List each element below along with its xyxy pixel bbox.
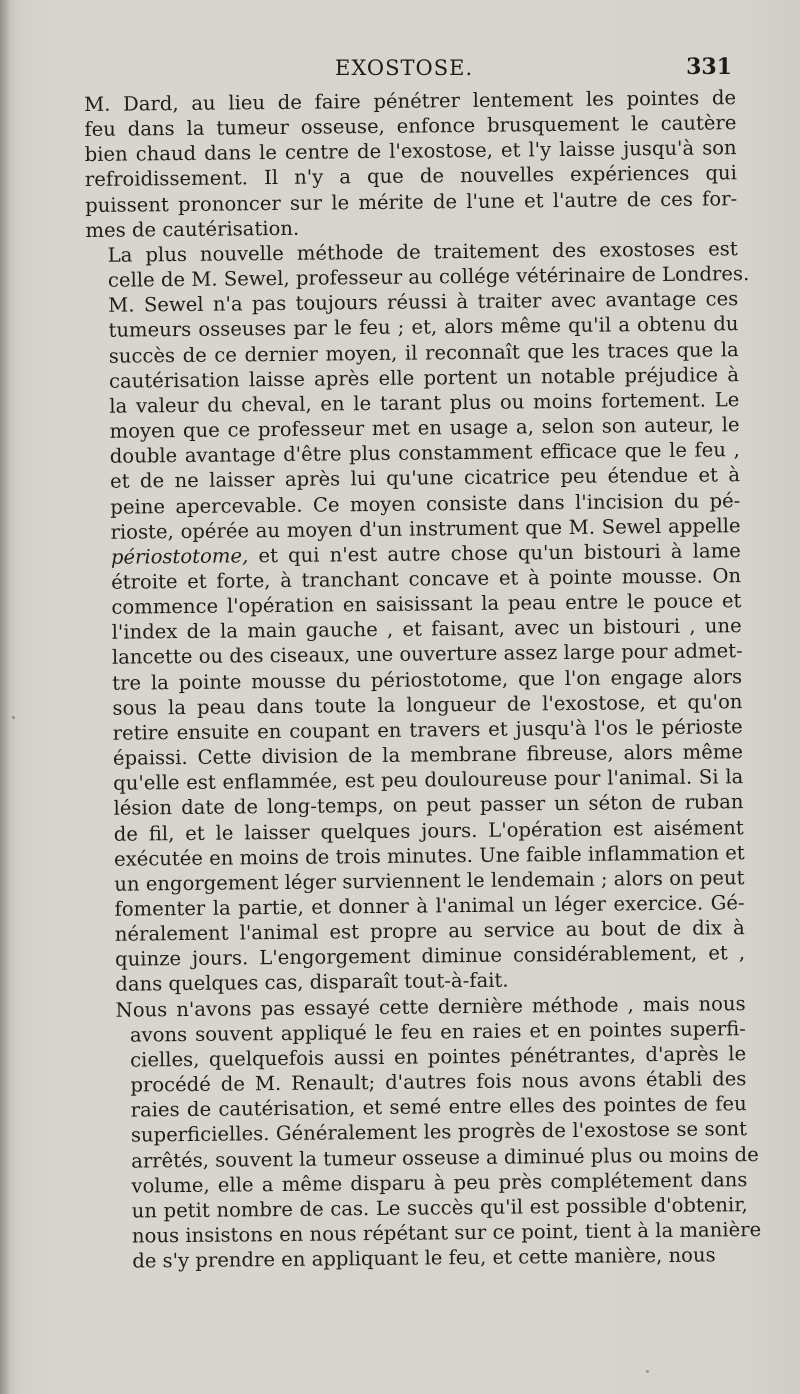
paragraph xyxy=(86,236,750,997)
text-line: superficielles. Généralement les progrès de l'exostose se sont xyxy=(130,1117,748,1147)
text-line: M. Dard, au lieu de faire pénétrer lentement les pointes de xyxy=(84,86,737,116)
text-line: épaissi. Cette division de la membrane fibreuse, alors même xyxy=(112,740,744,770)
text-line: sous la peau dans toute la longueur de l'exostose, et qu'on xyxy=(112,689,743,720)
page-header xyxy=(80,56,740,88)
text-line: moyen que ce professeur met en usage a, selon son auteur, le xyxy=(109,413,740,443)
text-line: bien chaud dans le centre de l'exostose, et l'y laisse jusqu'à son xyxy=(84,136,737,167)
text-line: étroite et forte, à tranchant concave et à pointe mousse. On xyxy=(111,564,742,594)
running-title: EXOSTOSE. xyxy=(335,56,474,80)
text-line: retire ensuite en coupant en travers et jusqu'à l'os le périoste xyxy=(112,715,743,745)
text-line: puissent prononcer sur le mérite de l'une et l'autre de ces for- xyxy=(85,186,738,217)
text-line: fomenter la partie, et donner à l'animal un léger exercice. Gé- xyxy=(114,891,745,921)
text-line: avons souvent appliqué le feu en raies et en pointes superfi- xyxy=(129,1016,746,1047)
text-line: de fil, et le laisser quelques jours. L'opération est aisément xyxy=(113,815,744,846)
text-line: mes de cautérisation. xyxy=(85,216,300,242)
text-line: la valeur du cheval, en le tarant plus ou moins fortement. Le xyxy=(109,388,740,418)
text-line: cautérisation laisse après elle portent un notable préjudice à xyxy=(108,362,740,393)
text-line: peine apercevable. Ce moyen consiste dans l'incision du pé- xyxy=(110,488,741,519)
text-line: arrêtés, souvent la tumeur osseuse a diminué plus ou moins de xyxy=(131,1142,759,1173)
text-line: néralement l'animal est propre au service au bout de dix à xyxy=(114,916,745,946)
italic-term: périostotome, xyxy=(110,544,249,569)
paragraph xyxy=(84,85,738,243)
paper-speck xyxy=(646,1370,649,1373)
text-line: exécutée en moins de trois minutes. Une faible inflammation et xyxy=(113,840,745,871)
text-line: de s'y prendre en appliquant le feu, et cette manière, nous xyxy=(132,1243,716,1273)
body-text xyxy=(84,85,762,1274)
page-gutter-shadow xyxy=(0,0,10,1394)
text-line: nous insistons en nous répétant sur ce point, tient à la manière xyxy=(131,1218,762,1248)
text-line: rioste, opérée au moyen d'un instrument que M. Sewel appelle xyxy=(110,513,741,544)
text-line: succès de ce dernier moyen, il reconnaît que les traces que la xyxy=(108,337,739,368)
text-line: un engorgement léger surviennent le lendemain ; alors on peut xyxy=(114,865,745,896)
text-line: lésion date de long-temps, on peut passer un séton de ruban xyxy=(113,790,744,821)
text-line: raies de cautérisation, et semé entre elles des pointes de feu xyxy=(130,1092,747,1122)
text-line: feu dans la tumeur osseuse, enfonce brusquement le cautère xyxy=(84,111,737,142)
text-line: commence l'opération en saisissant la peau entre le pouce et xyxy=(111,589,742,619)
text-line: volume, elle a même disparu à peu près complétement dans xyxy=(131,1167,748,1198)
text-line: périostotome, et qui n'est autre chose qu'un bistouri à lame xyxy=(110,538,741,569)
text-line: l'index de la main gauche , et faisant, avec un bistouri , une xyxy=(111,614,742,645)
text-line: lancette ou des ciseaux, une ouverture assez large pour admet- xyxy=(111,639,743,670)
paragraph xyxy=(93,991,762,1275)
text-line: refroidissement. Il n'y a que de nouvelles expériences qui xyxy=(84,161,738,192)
text-line: celle de M. Sewel, professeur au collége vétérinaire de Londres. xyxy=(107,262,750,292)
text-line: M. Sewel n'a pas toujours réussi à traiter avec avantage ces xyxy=(108,287,739,318)
page-number: 331 xyxy=(686,54,732,80)
text-line: double avantage d'être plus constamment efficace que le feu , xyxy=(109,438,740,468)
text-line: Nous n'avons pas essayé cette dernière méthode , mais nous xyxy=(115,991,746,1022)
text-line: tumeurs osseuses par le feu ; et, alors même qu'il a obtenu du xyxy=(108,312,739,343)
paper-speck xyxy=(12,716,15,719)
text-line: tre la pointe mousse du périostotome, que l'on engage alors xyxy=(112,664,743,695)
text-line: quinze jours. L'engorgement diminue considérablement, et , xyxy=(114,941,746,972)
text-line: un petit nombre de cas. Le succès qu'il est possible d'obtenir, xyxy=(131,1192,748,1223)
text-line: qu'elle est enflammée, est peu douloureuse pour l'animal. Si la xyxy=(113,765,744,795)
text-line: cielles, quelquefois aussi en pointes pénétrantes, d'après le xyxy=(130,1042,747,1072)
text-line: procédé de M. Renault; d'autres fois nous avons établi des xyxy=(130,1067,747,1097)
text-line: et de ne laisser après lui qu'une cicatrice peu étendue et à xyxy=(109,463,741,494)
text-line: La plus nouvelle méthode de traitement des exostoses est xyxy=(107,237,738,267)
text-line: dans quelques cas, disparaît tout-à-fait. xyxy=(115,969,509,997)
